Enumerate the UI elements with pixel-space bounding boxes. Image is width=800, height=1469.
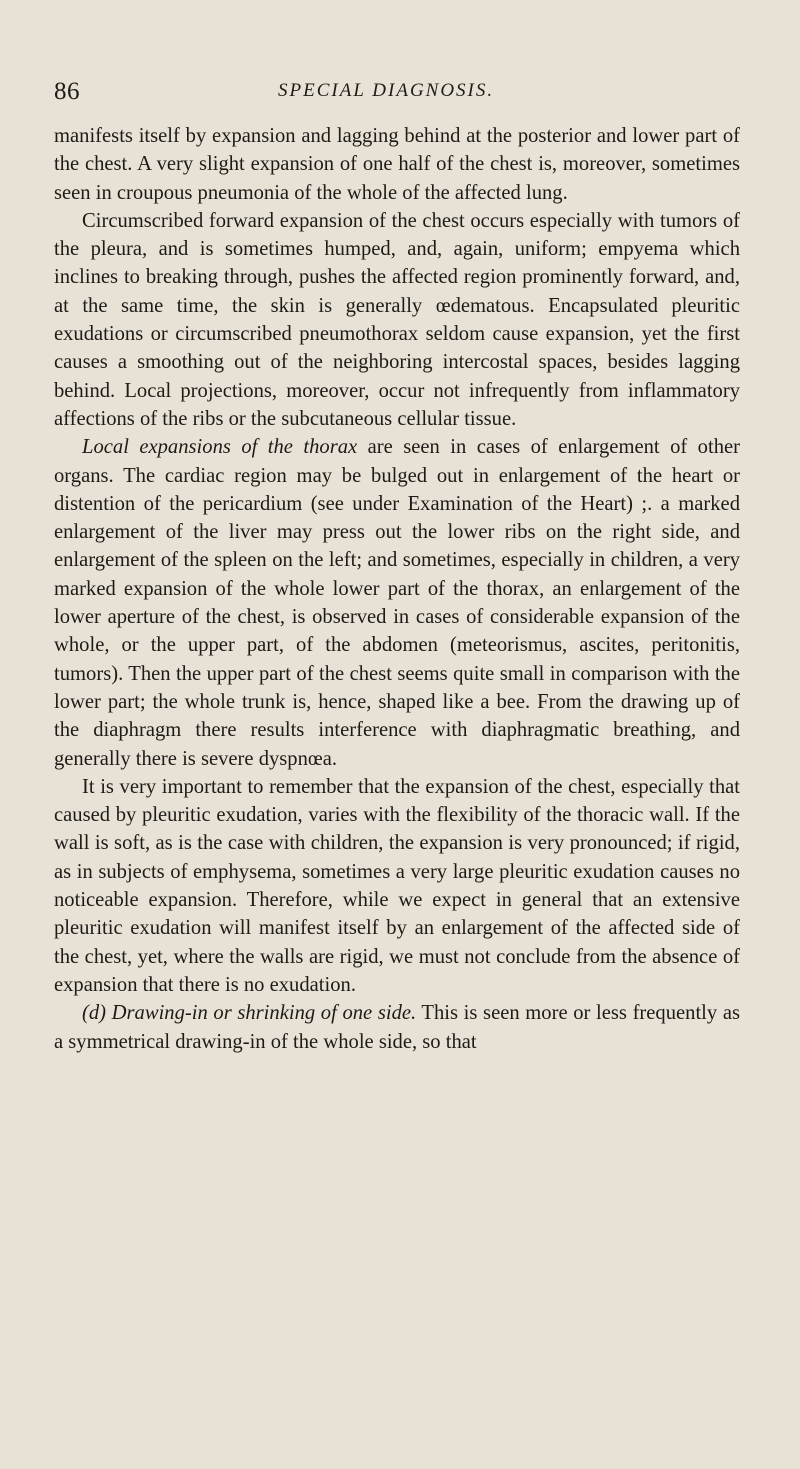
paragraph-text: This is seen more or less frequently as a symmetrical drawing-in of the whole side, so that [54,1002,740,1053]
paragraph-drawing-in [54,999,740,1056]
paragraph-text: It is very important to remember that the expansion of the chest, especially that caused by pleuritic exudation, varies with the flexibility of the thoracic wall. If the wall is soft, as is the case with children, the expansion is very pronounced; if rigid, as in subjects of emphysema, sometimes a very large pleuritic exudation causes no noticeable expansion. Therefore, while we expect in general that an extensive pleuritic exudation will manifest itself by an enlargement of the affected side of the chest, yet, where the walls are rigid, we must not conclude from the absence of expansion that there is no exudation. [54,775,740,996]
body-text [54,122,740,1056]
paragraph-continuation [54,122,740,207]
paragraph-text: Circumscribed forward expansion of the chest occurs especially with tumors of the pleura, and is sometimes humped, and, again, uniform; empyema which inclines to breaking through, pushes the affected region prominently forward, and, at the same time, the skin is generally œdematous. Encapsulated pleuritic exudations or circumscribed pneumothorax seldom cause expansion, yet the first causes a smoothing out of the neighboring intercostal spaces, besides lagging behind. Local projections, moreover, occur not infrequently from inflammatory affections of the ribs or the subcutaneous cellular tissue. [54,209,740,430]
paragraph-text: are seen in cases of enlargement of other organs. The cardiac region may be bulged out in enlargement of the heart or distention of the pericardium (see under Examination of the Heart) ;. a marked enlargement of the liver may press out the lower ribs on the right side, and enlargement of the spleen on the left; and sometimes, especially in children, a very marked expansion of the whole lower part of the thorax, an enlargement of the lower aperture of the chest, is observed in cases of considerable expansion of the whole, or the upper part, of the abdomen (meteorismus, ascites, peritonitis, tumors). Then the upper part of the chest seems quite small in comparison with the lower part; the whole trunk is, hence, shaped like a bee. From the drawing up of the diaphragm there results interference with diaphragmatic breathing, and generally there is severe dyspnœa. [54,436,740,770]
paragraph-lead-italic: (d) Drawing-in or shrinking of one side. [82,1002,417,1025]
paragraph-flexibility [54,773,740,999]
paragraph-circumscribed-expansion [54,207,740,433]
paragraph-lead-italic: Local expansions of the thorax [82,436,358,459]
book-page [0,78,800,1469]
page-number: 86 [54,78,80,105]
paragraph-local-expansions [54,433,740,773]
paragraph-text: manifests itself by expansion and lagging behind at the posterior and lower part of the chest. A very slight expansion of one half of the chest is, moreover, sometimes seen in croupous pneumonia of the whole of the affected lung. [54,125,740,204]
running-head: SPECIAL DIAGNOSIS. [278,80,495,101]
page-header [54,78,740,122]
